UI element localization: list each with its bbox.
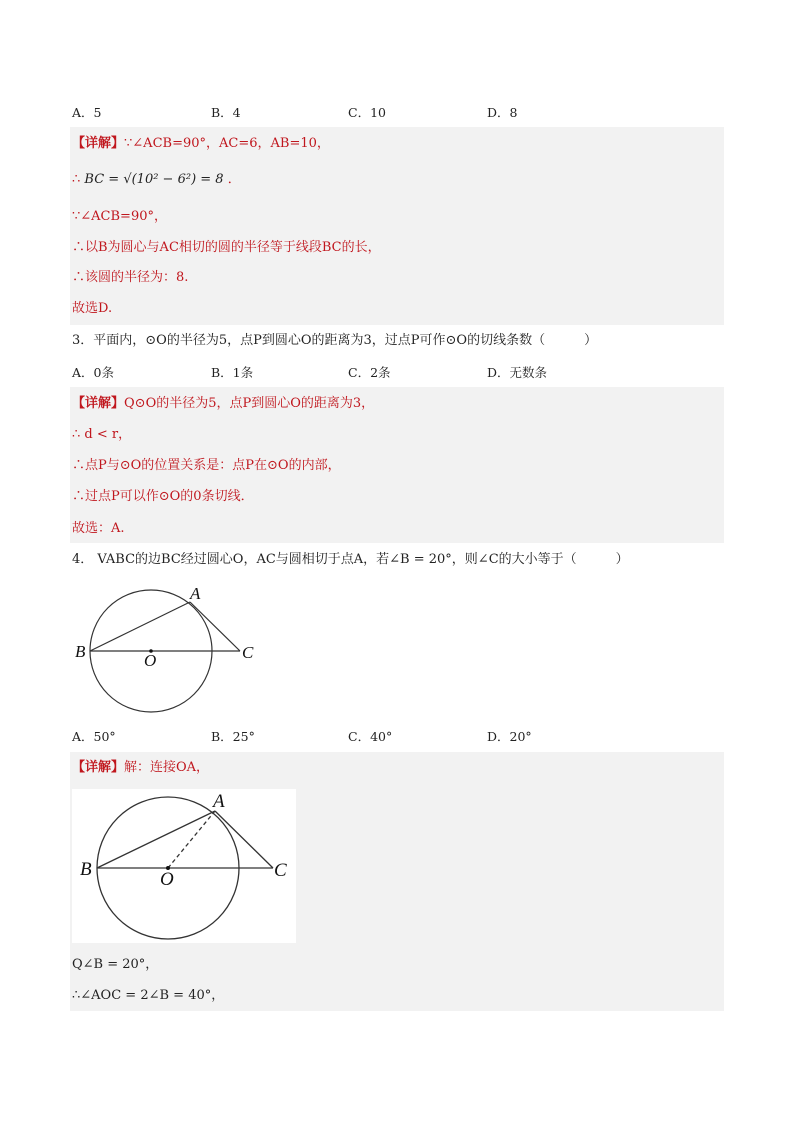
detail-tag: 【详解】 — [72, 396, 125, 411]
label-b: B — [80, 859, 92, 880]
q2-detail-line-4: ∴以B为圆心与AC相切的圆的半径等于线段BC的长， — [72, 240, 381, 255]
q4-detail-line-2: Q∠B = 20°， — [72, 957, 159, 972]
q3-option-d: D．无数条 — [487, 365, 548, 380]
q3-option-a: A．0条 — [72, 365, 114, 380]
q4-detail-line-1 — [72, 759, 209, 777]
q4-option-d: D．20° — [487, 729, 532, 744]
q4-stem: 4． VABC的边BC经过圆心O，AC与圆相切于点A，若∠B = 20°，则∠C的大小等于（ ） — [72, 552, 629, 567]
q3-option-c: C．2条 — [348, 365, 391, 380]
segment-ba — [90, 602, 190, 651]
q2-detail-line-1 — [72, 135, 330, 153]
q3-detail-line-3: ∴点P与⊙O的位置关系是：点P在⊙O的内部， — [72, 458, 341, 473]
q4-detail-figure — [72, 789, 296, 943]
q3-detail-line-2: ∴ d < r， — [72, 427, 132, 442]
q3-option-b: B．1条 — [211, 365, 254, 380]
detail-tag: 【详解】 — [72, 760, 125, 775]
q4-detail-line-3: ∴∠AOC = 2∠B = 40°， — [72, 988, 225, 1003]
detail-tag: 【详解】 — [72, 136, 125, 151]
label-o: O — [160, 869, 174, 890]
q4-detail-text-1: 解：连接OA， — [124, 760, 210, 775]
segment-ac — [190, 602, 240, 651]
label-a: A — [213, 791, 225, 812]
q2-option-a: A．5 — [72, 105, 102, 120]
q4-figure — [72, 578, 272, 718]
therefore-symbol: ∴ — [72, 172, 81, 187]
q2-option-d: D．8 — [487, 105, 518, 120]
q3-stem: 3．平面内，⊙O的半径为5，点P到圆心O的距离为3，过点P可作⊙O的切线条数（ ） — [72, 333, 598, 348]
q2-option-b: B．4 — [211, 105, 241, 120]
q4-option-c: C．40° — [348, 729, 393, 744]
q3-detail-text-1: Q⊙O的半径为5，点P到圆心O的距离为3， — [124, 396, 375, 411]
q2-detail-box — [70, 127, 724, 325]
label-a: A — [190, 584, 201, 603]
q4-option-a: A．50° — [72, 729, 116, 744]
label-c: C — [242, 643, 254, 662]
q2-detail-line-2 — [72, 171, 241, 189]
q4-option-b: B．25° — [211, 729, 255, 744]
q3-detail-line-1 — [72, 395, 374, 413]
q2-detail-text-1: ∵∠ACB=90°，AC=6，AB=10， — [124, 136, 330, 151]
figure-background — [72, 789, 296, 943]
q2-detail-line-3: ∵∠ACB=90°， — [72, 209, 167, 224]
label-b: B — [75, 642, 86, 661]
q2-detail-line-6: 故选D. — [72, 301, 113, 316]
label-o: O — [144, 651, 157, 670]
q2-formula-end: ． — [227, 172, 241, 187]
q2-detail-line-5: ∴该圆的半径为：8. — [72, 270, 189, 285]
q2-formula: BC = √(10² − 6²) = 8 — [84, 172, 224, 187]
q2-option-c: C．10 — [348, 105, 386, 120]
q3-detail-line-5: 故选：A. — [72, 521, 125, 536]
q3-detail-line-4: ∴过点P可以作⊙O的0条切线． — [72, 489, 254, 504]
label-c: C — [274, 860, 287, 881]
